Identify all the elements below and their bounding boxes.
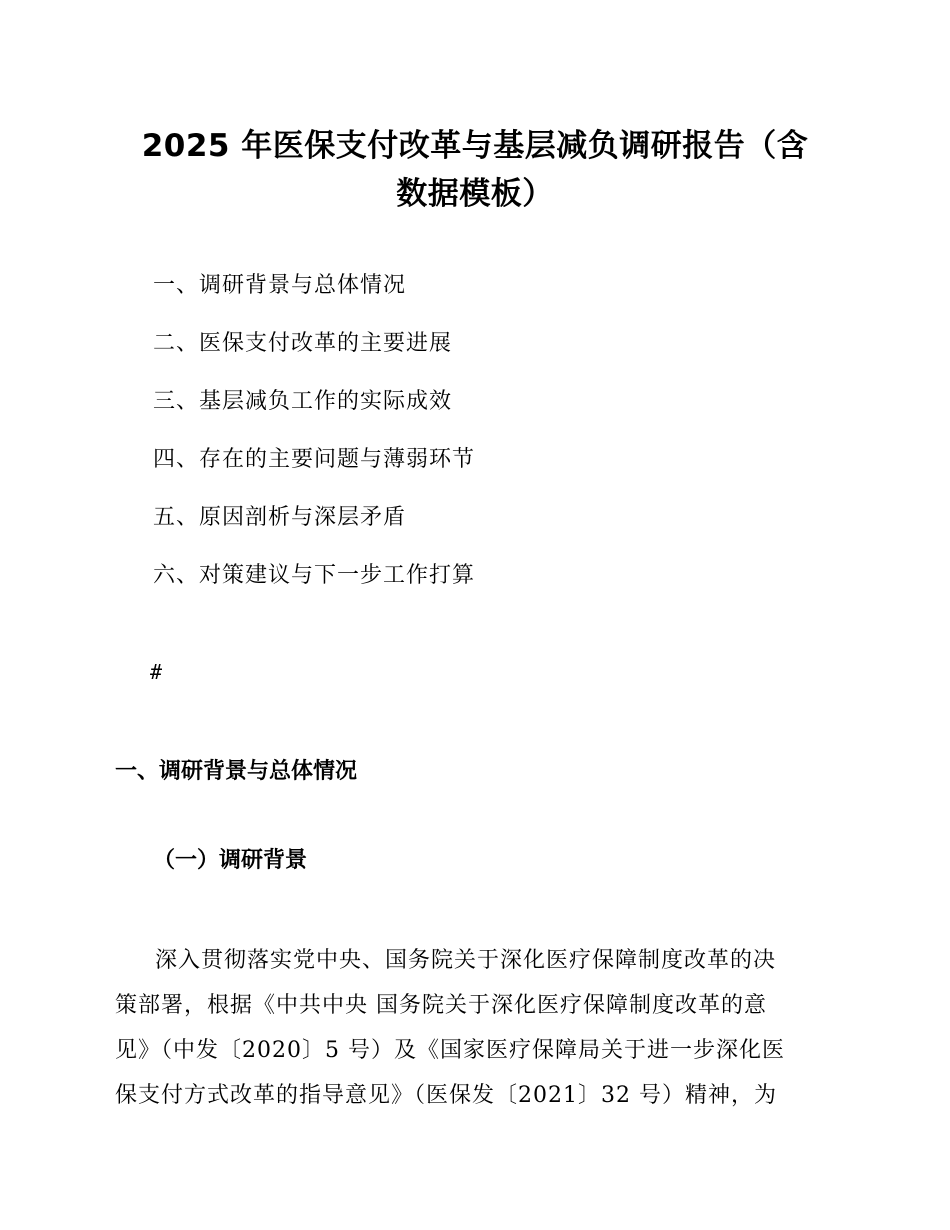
paragraph-line-3: 见》（中发〔2020〕5 号）及《国家医疗保障局关于进一步深化医 <box>115 1038 785 1063</box>
toc-item-4: 四、存在的主要问题与薄弱环节 <box>153 447 476 472</box>
document-title-line-2: 数据模板） <box>396 176 554 212</box>
toc-item-5: 五、原因剖析与深层矛盾 <box>153 505 407 530</box>
subsection-heading: （一）调研背景 <box>153 847 308 873</box>
paragraph-line-4: 保支付方式改革的指导意见》（医保发〔2021〕32 号）精神，为 <box>115 1083 777 1108</box>
toc-item-6: 六、对策建议与下一步工作打算 <box>153 563 476 588</box>
body-paragraph <box>115 938 785 1118</box>
toc-item-2: 二、医保支付改革的主要进展 <box>153 331 453 356</box>
document-title-line-1: 2025 年医保支付改革与基层减负调研报告（含 <box>141 128 809 164</box>
paragraph-line-2: 策部署，根据《中共中央 国务院关于深化医疗保障制度改革的意 <box>115 993 767 1018</box>
toc-item-3: 三、基层减负工作的实际成效 <box>153 389 453 414</box>
document-title <box>90 122 860 218</box>
paragraph-line-1: 深入贯彻落实党中央、国务院关于深化医疗保障制度改革的决 <box>155 948 777 973</box>
toc-item-1: 一、调研背景与总体情况 <box>153 273 407 298</box>
section-heading: 一、调研背景与总体情况 <box>115 759 358 784</box>
table-of-contents <box>153 266 853 614</box>
separator-mark: # <box>150 660 163 684</box>
